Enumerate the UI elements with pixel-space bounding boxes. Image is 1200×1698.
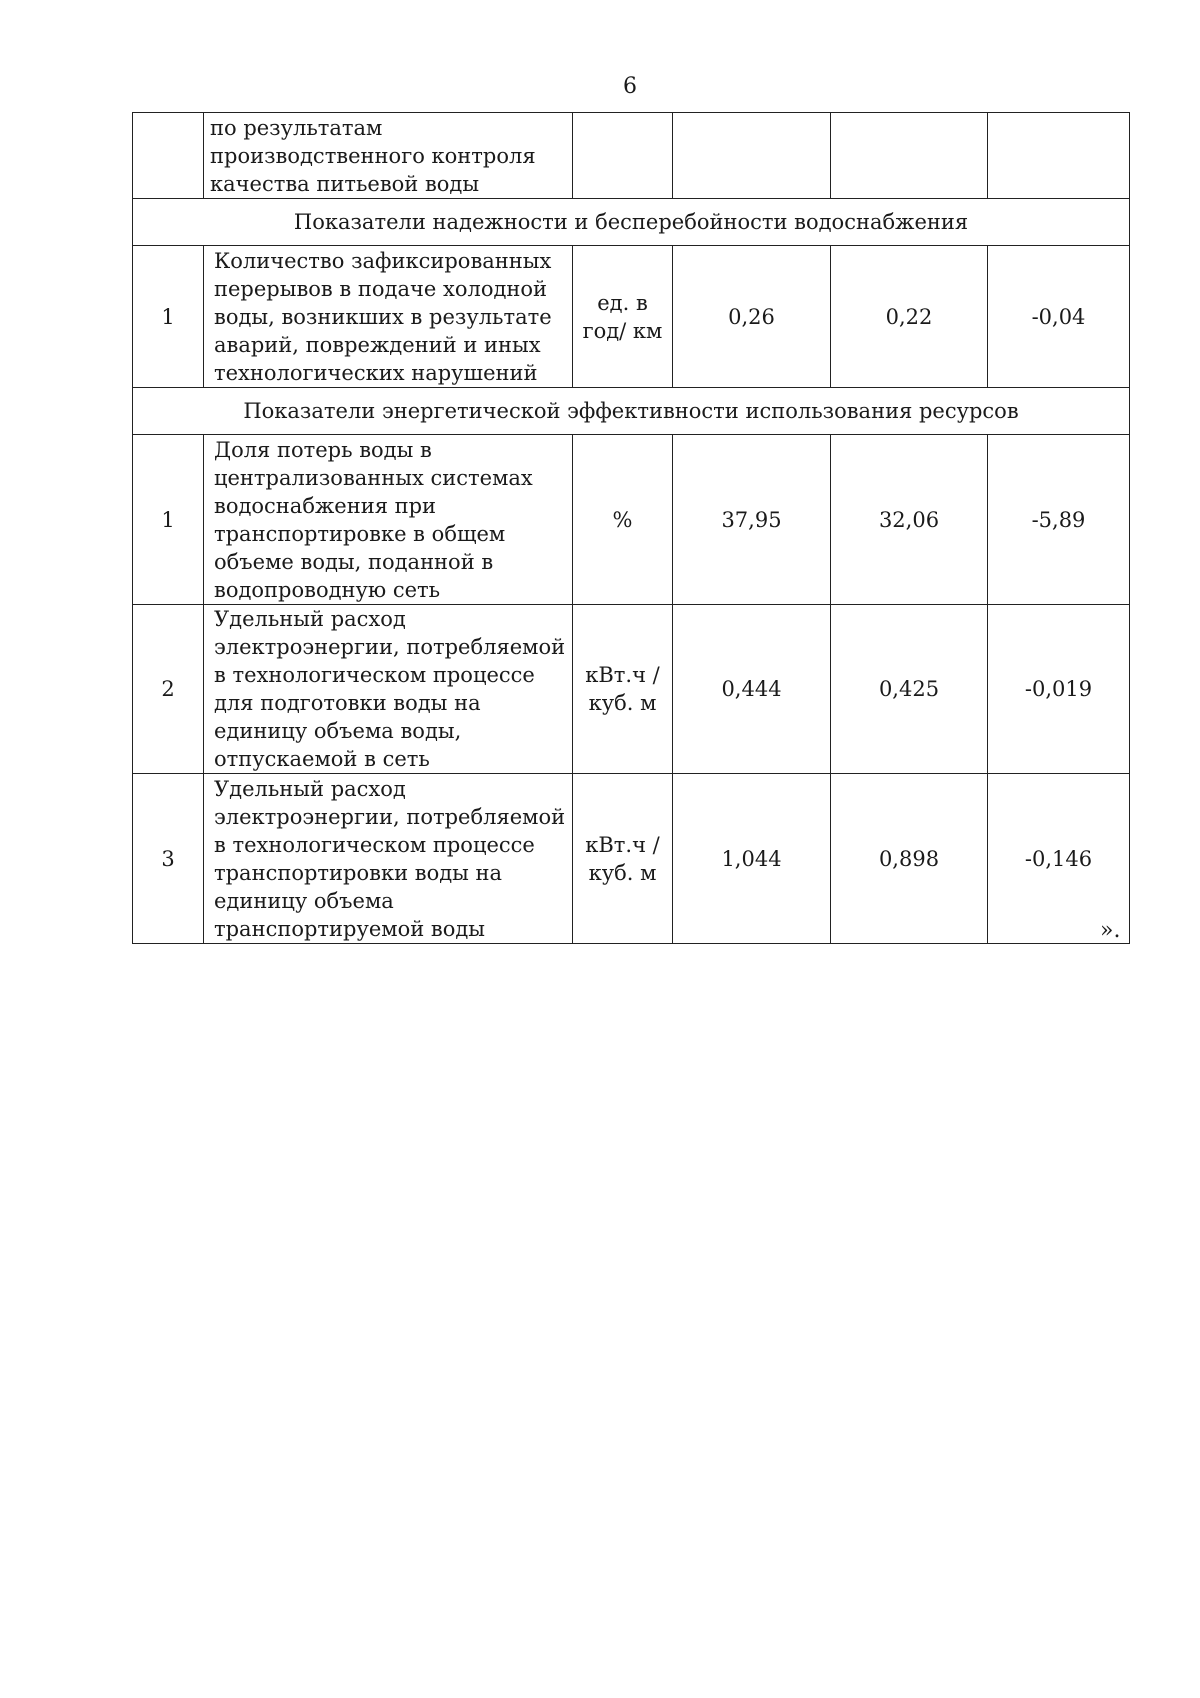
- unit-cell: [573, 113, 673, 199]
- section-title: Показатели надежности и бесперебойности водоснабжения: [133, 199, 1130, 246]
- indicators-table: [132, 112, 1130, 944]
- section-title: Показатели энергетической эффективности использования ресурсов: [133, 388, 1130, 435]
- value-1: 0,26: [673, 246, 831, 388]
- value-change: -0,04: [988, 246, 1130, 388]
- value-1: 0,444: [673, 605, 831, 774]
- value-2: 0,425: [831, 605, 988, 774]
- value-cell: [988, 113, 1130, 199]
- indicator-name-cell: по результатам производственного контроля качества питьевой воды: [204, 113, 573, 199]
- value-cell: [673, 113, 831, 199]
- indicator-name: Удельный расход электроэнергии, потребляемой в технологическом процессе транспортировки воды на единицу объема транспортируемой воды: [204, 774, 573, 944]
- value-2: 32,06: [831, 435, 988, 605]
- table-row: [133, 435, 1130, 605]
- value-change: -0,146: [988, 774, 1130, 944]
- value-2: 0,22: [831, 246, 988, 388]
- unit: кВт.ч / куб. м: [573, 605, 673, 774]
- closing-quote-mark: ».: [1100, 918, 1121, 943]
- unit: кВт.ч / куб. м: [573, 774, 673, 944]
- unit: ед. в год/ км: [573, 246, 673, 388]
- table-row: [133, 605, 1130, 774]
- value-change: -0,019: [988, 605, 1130, 774]
- indicator-name: Доля потерь воды в централизованных системах водоснабжения при транспортировке в общем объеме воды, поданной в водопроводную сеть: [204, 435, 573, 605]
- row-number: 3: [133, 774, 204, 944]
- value-2: 0,898: [831, 774, 988, 944]
- page-number: 6: [623, 74, 637, 99]
- value-1: 1,044: [673, 774, 831, 944]
- table-row: [133, 774, 1130, 944]
- value-change: -5,89: [988, 435, 1130, 605]
- row-number: 1: [133, 435, 204, 605]
- indicator-name: Удельный расход электроэнергии, потребляемой в технологическом процессе для подготовки воды на единицу объема воды, отпускаемой в сеть: [204, 605, 573, 774]
- table-row: [133, 246, 1130, 388]
- indicator-name: Количество зафиксированных перерывов в подаче холодной воды, возникших в результате аварий, повреждений и иных технологических нарушений: [204, 246, 573, 388]
- row-number-cell: [133, 113, 204, 199]
- row-number: 1: [133, 246, 204, 388]
- section-header-row: [133, 199, 1130, 246]
- unit: %: [573, 435, 673, 605]
- table-row: [133, 113, 1130, 199]
- value-cell: [831, 113, 988, 199]
- section-header-row: [133, 388, 1130, 435]
- value-1: 37,95: [673, 435, 831, 605]
- row-number: 2: [133, 605, 204, 774]
